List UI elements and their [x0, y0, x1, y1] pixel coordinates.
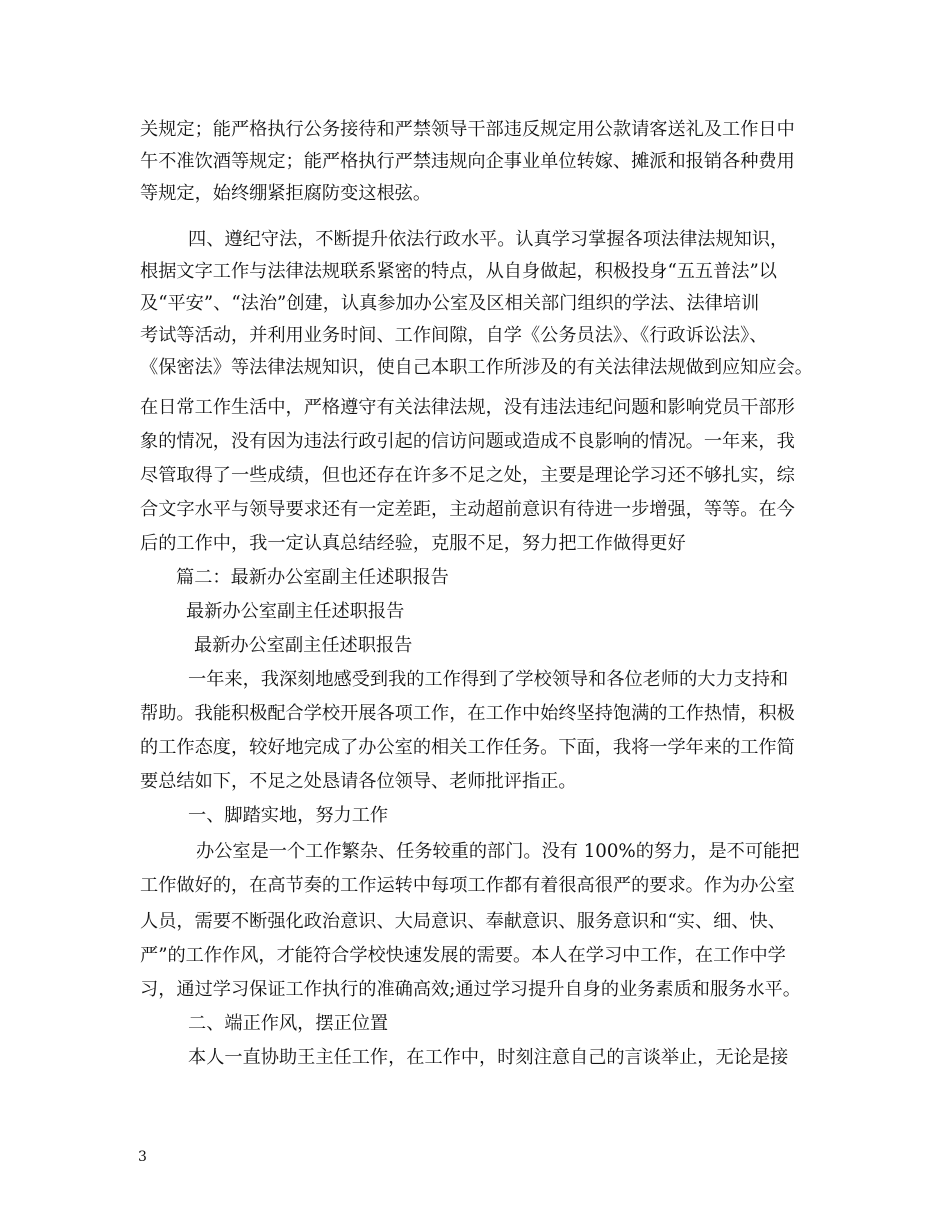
section-heading-line: 四、遵纪守法，不断提升依法行政水平。认真学习掌握各项法律法规知识，: [188, 229, 789, 250]
body-line: 本人一直协助王主任工作，在工作中，时刻注意自己的言谈举止，无论是接: [188, 1047, 789, 1068]
section-heading-line: 一、脚踏实地，努力工作: [188, 805, 389, 826]
body-line: 考试等活动，并利用业务时间、工作间隙，自学《公务员法》、《行政诉讼法》、: [140, 325, 768, 346]
body-line: 尽管取得了一些成绩，但也还存在许多不足之处，主要是理论学习还不够扎实，综: [140, 465, 795, 486]
body-line: 工作做好的，在高节奏的工作运转中每项工作都有着很高很严的要求。作为办公室: [140, 875, 795, 896]
body-line: 人员，需要不断强化政治意识、大局意识、奉献意识、服务意识和“实、细、快、: [140, 911, 786, 932]
body-line: 关规定；能严格执行公务接待和严禁领导干部违反规定用公款请客送礼及工作日中: [140, 119, 795, 140]
section-heading-line: 二、端正作风，摆正位置: [188, 1013, 389, 1034]
body-line: 后的工作中，我一定认真总结经验，克服不足，努力把工作做得更好: [140, 533, 686, 554]
body-line: 要总结如下，不足之处恳请各位领导、老师批评指正。: [140, 771, 577, 792]
body-line: 象的情况，没有因为违法行政引起的信访问题或造成不良影响的情况。一年来，我: [140, 431, 795, 452]
body-line: 一年来，我深刻地感受到我的工作得到了学校领导和各位老师的大力支持和: [188, 669, 789, 690]
body-line: 《保密法》等法律法规知识，使自己本职工作所涉及的有关法律法规做到应知应会。: [140, 357, 813, 378]
body-line: 等规定，始终绷紧拒腐防变这根弦。: [140, 183, 432, 204]
page-number: 3: [138, 1149, 147, 1165]
body-line: 根据文字工作与法律法规联系紧密的特点，从自身做起，积极投身“五五普法”以: [140, 261, 777, 282]
body-line: 习，通过学习保证工作执行的准确高效;通过学习提升自身的业务素质和服务水平。: [140, 979, 801, 1000]
body-line: 及“平安”、“法治”创建，认真参加办公室及区相关部门组织的学法、法律培训: [140, 293, 760, 314]
body-line: 合文字水平与领导要求还有一定差距，主动超前意识有待进一步增强，等等。在今: [140, 499, 795, 520]
body-line: 的工作态度，较好地完成了办公室的相关工作任务。下面，我将一学年来的工作简: [140, 737, 795, 758]
body-line: 严”的工作作风，才能符合学校快速发展的需要。本人在学习中工作，在工作中学: [140, 945, 786, 966]
article-subtitle: 最新办公室副主任述职报告: [194, 635, 413, 656]
body-line: 帮助。我能积极配合学校开展各项工作，在工作中始终坚持饱满的工作热情，积极: [140, 703, 795, 724]
article-title: 最新办公室副主任述职报告: [186, 601, 405, 622]
body-line: 在日常工作生活中，严格遵守有关法律法规，没有违法违纪问题和影响党员干部形: [140, 397, 795, 418]
body-line: 办公室是一个工作繁杂、任务较重的部门。没有 100%的努力，是不可能把: [196, 841, 800, 862]
article-heading: 篇二：最新办公室副主任述职报告: [176, 567, 449, 588]
body-line: 午不准饮酒等规定；能严格执行严禁违规向企事业单位转嫁、摊派和报销各种费用: [140, 151, 795, 172]
